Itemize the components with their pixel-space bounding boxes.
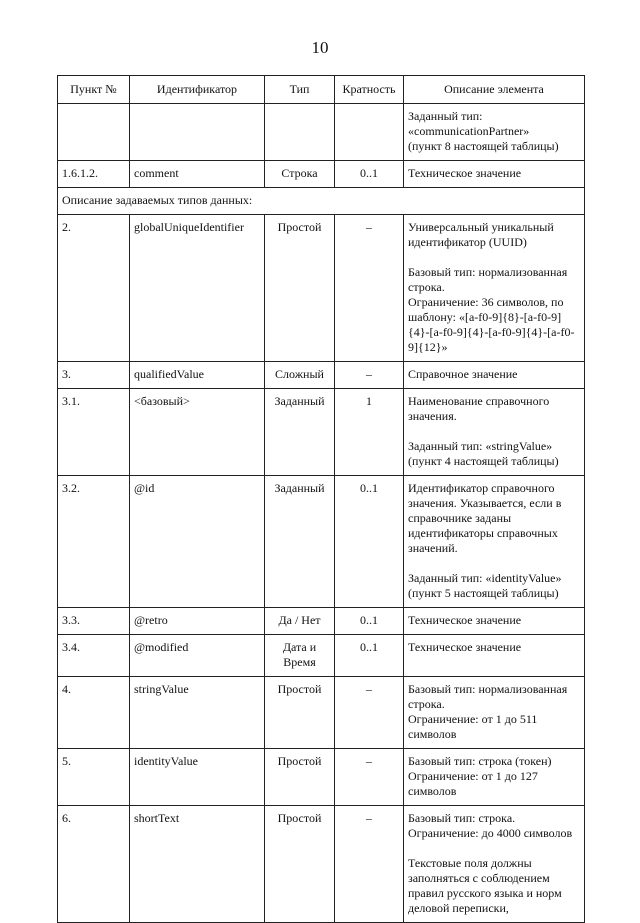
cell-desc [404,749,585,806]
cell-type: Да / Нет [265,608,335,635]
cell-mult: 1 [335,389,404,476]
cell-mult: – [335,749,404,806]
cell-num: 3.1. [58,389,130,476]
table-row [58,161,585,188]
cell-type [265,104,335,161]
cell-num: 1.6.1.2. [58,161,130,188]
cell-mult: – [335,362,404,389]
desc-line: Ограничение: от 1 до 511 символов [408,712,538,741]
desc-line: (пункт 5 настоящей таблицы) [408,586,559,600]
cell-type: Строка [265,161,335,188]
cell-type: Дата и Время [265,635,335,677]
cell-type: Заданный [265,476,335,608]
table-row [58,104,585,161]
desc-line: Ограничение: от 1 до 127 символов [408,769,538,798]
cell-type: Простой [265,215,335,362]
desc-line: Заданный тип: [408,109,483,123]
desc-line: Наименование справочного значения. [408,394,550,423]
header-desc: Описание элемента [404,76,585,104]
cell-desc [404,215,585,362]
section-title: Описание задаваемых типов данных: [58,188,585,215]
cell-mult: 0..1 [335,161,404,188]
cell-type: Простой [265,806,335,923]
table-row [58,389,585,476]
desc-line: Универсальный уникальный идентификатор (UUID) [408,220,554,249]
cell-desc: Техническое значение [404,161,585,188]
cell-desc [404,104,585,161]
cell-num: 5. [58,749,130,806]
cell-num: 2. [58,215,130,362]
cell-desc [404,389,585,476]
desc-line: Базовый тип: нормализованная строка. [408,265,568,294]
desc-line: Ограничение: 36 символов, по шаблону: «[a-f0-9]{8}-[a-f0-9]{4}-[a-f0-9]{4}-[a-f0-9]{4}-[a-f0-9]{12}» [408,295,575,354]
cell-mult: – [335,806,404,923]
cell-desc: Техническое значение [404,635,585,677]
table-header-row [58,76,585,104]
desc-line: Базовый тип: нормализованная строка. [408,682,568,711]
cell-desc: Техническое значение [404,608,585,635]
cell-id: stringValue [130,677,265,749]
table-row [58,362,585,389]
desc-line: (пункт 8 настоящей таблицы) [408,139,559,153]
cell-id: <базовый> [130,389,265,476]
data-types-table [57,75,585,923]
cell-id: @id [130,476,265,608]
cell-num: 3.2. [58,476,130,608]
table-row [58,749,585,806]
header-num: Пункт № [58,76,130,104]
desc-line: Текстовые поля должны заполняться с соблюдением правил русского языка и норм деловой переписки, [408,856,562,915]
cell-id: shortText [130,806,265,923]
header-mult: Кратность [335,76,404,104]
cell-num [58,104,130,161]
cell-num: 6. [58,806,130,923]
desc-line: Базовый тип: строка. [408,811,516,825]
desc-line: Базовый тип: строка (токен) [408,754,552,768]
cell-mult: – [335,677,404,749]
desc-line: «communicationPartner» [408,124,530,138]
cell-id [130,104,265,161]
desc-line: (пункт 4 настоящей таблицы) [408,454,559,468]
cell-desc [404,677,585,749]
cell-id: comment [130,161,265,188]
table-row [58,677,585,749]
cell-mult: – [335,215,404,362]
cell-mult: 0..1 [335,635,404,677]
cell-id: @retro [130,608,265,635]
cell-desc: Справочное значение [404,362,585,389]
table-row [58,608,585,635]
cell-mult: 0..1 [335,608,404,635]
desc-line: Заданный тип: «stringValue» [408,439,553,453]
cell-mult: 0..1 [335,476,404,608]
cell-num: 4. [58,677,130,749]
cell-type: Сложный [265,362,335,389]
desc-line: Заданный тип: «identityValue» [408,571,562,585]
header-id: Идентификатор [130,76,265,104]
cell-num: 3.4. [58,635,130,677]
cell-num: 3. [58,362,130,389]
cell-type: Заданный [265,389,335,476]
page-number: 10 [311,38,329,57]
desc-line: Ограничение: до 4000 символов [408,826,573,840]
header-type: Тип [265,76,335,104]
cell-desc [404,476,585,608]
cell-id: globalUniqueIdentifier [130,215,265,362]
table-row [58,635,585,677]
cell-type: Простой [265,677,335,749]
cell-id: @modified [130,635,265,677]
cell-type: Простой [265,749,335,806]
table-row [58,215,585,362]
table-row [58,476,585,608]
cell-id: qualifiedValue [130,362,265,389]
desc-line: Идентификатор справочного значения. Указывается, если в справочнике заданы идентификаторы справочных значений. [408,481,562,555]
cell-id: identityValue [130,749,265,806]
section-row [58,188,585,215]
cell-num: 3.3. [58,608,130,635]
cell-mult [335,104,404,161]
